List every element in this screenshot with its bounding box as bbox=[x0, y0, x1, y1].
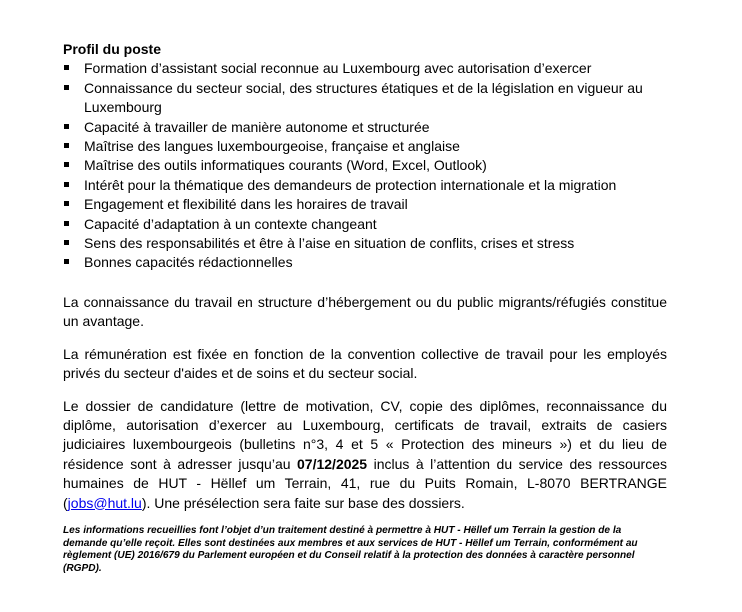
square-bullet-icon bbox=[64, 65, 69, 70]
list-item: Intérêt pour la thématique des demandeurs de protection internationale et la migration bbox=[63, 176, 667, 195]
square-bullet-icon bbox=[64, 143, 69, 148]
square-bullet-icon bbox=[64, 162, 69, 167]
email-link[interactable]: jobs@hut.lu bbox=[67, 494, 142, 511]
list-item: Maîtrise des outils informatiques courants (Word, Excel, Outlook) bbox=[63, 156, 667, 175]
square-bullet-icon bbox=[64, 201, 69, 206]
legal-notice: Les informations recueillies font l’objet d’un traitement destiné à permettre à HUT - Hëllef um Terrain la gestion de la demande qu’elle reçoit. Elles sont destinées aux membres et aux services de HUT - Hëllef um Terrain, conformément au règlement (UE) 2016/679 du Parlement européen et du Conseil relatif à la protection des données à caractère personnel (RGPD). bbox=[63, 524, 638, 574]
square-bullet-icon bbox=[64, 85, 69, 90]
deadline-date: 07/12/2025 bbox=[297, 455, 368, 472]
advantage-paragraph: La connaissance du travail en structure d’hébergement ou du public migrants/réfugiés constitue un avantage. bbox=[63, 293, 667, 330]
application-paragraph: Le dossier de candidature (lettre de motivation, CV, copie des diplômes, reconnaissance du diplôme, autorisation d’exercer au Luxembourg, certificats de travail, extraits de casiers judiciaires luxembourgeois (bulletins n°3, 4 et 5 « Protection des mineurs ») et du lieu de résidence sont à adresser jusqu’au 07/12/2025 inclus à l’attention du service des ressources humaines de HUT - Hëllef um Terrain, 41, rue du Puits Romain, L-8070 BERTRANGE (jobs@hut.lu). Une présélection sera faite sur base des dossiers. bbox=[63, 397, 667, 511]
list-item: Capacité d’adaptation à un contexte changeant bbox=[63, 215, 667, 234]
section-heading-profile: Profil du poste bbox=[63, 41, 161, 57]
square-bullet-icon bbox=[64, 240, 69, 245]
salary-paragraph: La rémunération est fixée en fonction de la convention collective de travail pour les employés privés du secteur d'aides et de soins et du secteur social. bbox=[63, 345, 667, 382]
list-item: Connaissance du secteur social, des structures étatiques et de la législation en vigueur au Luxembourg bbox=[63, 79, 667, 118]
document-page bbox=[63, 40, 667, 585]
list-item: Engagement et flexibilité dans les horaires de travail bbox=[63, 195, 667, 214]
list-item: Sens des responsabilités et être à l’aise en situation de conflits, crises et stress bbox=[63, 234, 667, 253]
list-item: Capacité à travailler de manière autonome et structurée bbox=[63, 118, 667, 137]
profile-requirements-list bbox=[63, 59, 667, 272]
square-bullet-icon bbox=[64, 182, 69, 187]
list-item: Maîtrise des langues luxembourgeoise, française et anglaise bbox=[63, 137, 667, 156]
square-bullet-icon bbox=[64, 124, 69, 129]
list-item: Bonnes capacités rédactionnelles bbox=[63, 253, 667, 272]
square-bullet-icon bbox=[64, 259, 69, 264]
square-bullet-icon bbox=[64, 221, 69, 226]
list-item: Formation d’assistant social reconnue au Luxembourg avec autorisation d’exercer bbox=[63, 59, 667, 78]
